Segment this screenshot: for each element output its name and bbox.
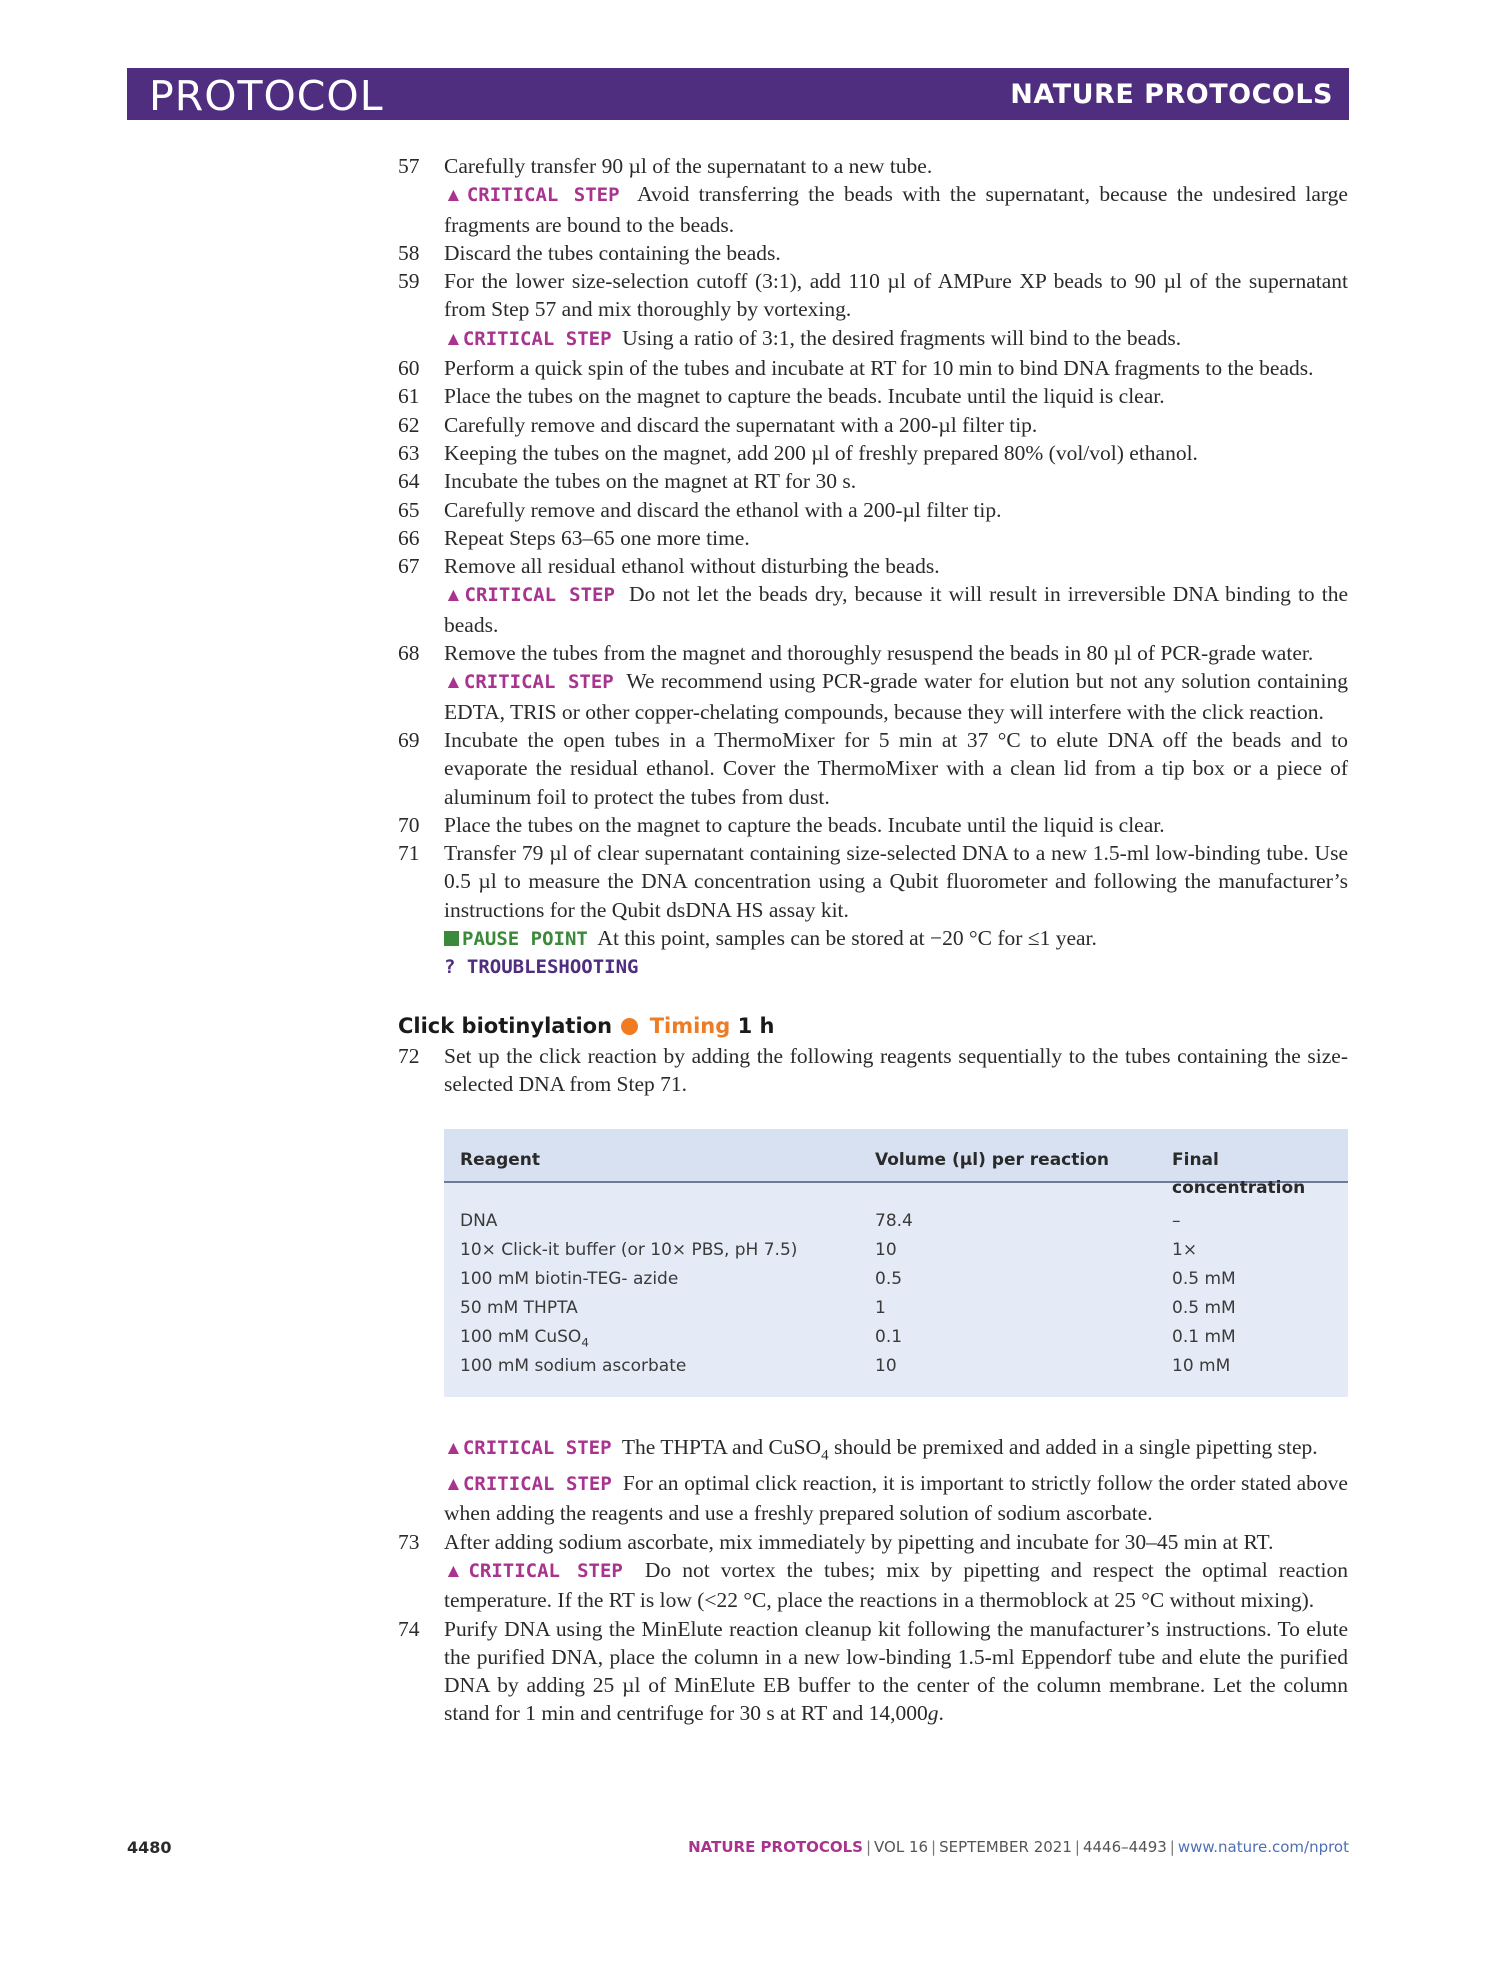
- step-69: [398, 726, 1348, 811]
- step-63: [398, 439, 1348, 467]
- step-number: 64: [398, 469, 420, 494]
- footer-citation: NATURE PROTOCOLS | VOL 16 | SEPTEMBER 2021 | 4446–4493 | www.nature.com/nprot: [688, 1838, 1349, 1856]
- timing-dot-icon: [621, 1018, 638, 1035]
- step-70: [398, 811, 1348, 839]
- warning-triangle-icon: ▲: [444, 1474, 463, 1496]
- step-68: [398, 639, 1348, 726]
- step-number: 63: [398, 440, 420, 465]
- table-row: 100 mM CuSO$_4$ 0.1 0.1 mM: [460, 1326, 1236, 1349]
- step-text: Incubate the tubes on the magnet at RT for 30 s.: [444, 469, 857, 494]
- step-number: 57: [398, 154, 420, 178]
- step-66: [398, 524, 1348, 552]
- journal-name: NATURE PROTOCOLS: [1010, 79, 1333, 110]
- step-60: [398, 354, 1348, 382]
- table-header: Reagent Volume (µl) per reaction Final concentration: [444, 1129, 1348, 1183]
- step-73: 73 After adding sodium ascorbate, mix immediately by pipetting and incubate for 30–45 min at RT. ▲CRITICAL STEP Do not vortex the tubes; mix by pipetting and respect the optimal reaction temperature. If the RT is low (<22 °C, place the reactions in a thermoblock at 25 °C without mixing).: [398, 1529, 1348, 1613]
- step-text: Discard the tubes containing the beads.: [444, 240, 781, 265]
- step-number: 68: [398, 641, 420, 666]
- step-74: 74 Purify DNA using the MinElute reaction cleanup kit following the manufacturer’s instructions. To elute the purified DNA, place the column in a new low-binding 1.5-ml Eppendorf tube and elute the purified DNA by adding 25 µl of MinElute EB buffer to the center of the column membrane. Let the column stand for 1 min and centrifuge for 30 s at RT and 14,000g.: [398, 1616, 1348, 1726]
- step-text: Carefully remove and discard the supernatant with a 200-µl filter tip.: [444, 412, 1038, 437]
- after-table-notes: ▲CRITICAL STEP The THPTA and CuSO$_4$ should be premixed and added in a single pipetting step. ▲CRITICAL STEP For an optimal click reaction, it is important to strictly follow the order stated above when adding the reagents and use a freshly prepared solution of sodium ascorbate.: [444, 1434, 1348, 1526]
- warning-triangle-icon: ▲: [444, 672, 464, 694]
- step-65: [398, 496, 1348, 524]
- table-row: 100 mM sodium ascorbate 10 10 mM: [460, 1355, 1231, 1376]
- step-number: 59: [398, 269, 420, 294]
- warning-triangle-icon: ▲: [444, 328, 463, 350]
- critical-step-note: ▲CRITICAL STEP Avoid transferring the beads with the supernatant, because the undesired large fragments are bound to the beads.: [444, 182, 1348, 237]
- warning-triangle-icon: ▲: [444, 1560, 469, 1582]
- step-number: 65: [398, 497, 420, 522]
- step-text: Incubate the open tubes in a ThermoMixer for 5 min at 37 °C to elute DNA off the beads and to evaporate the residual ethanol. Cover the ThermoMixer with a clean lid from a tip box or a piece of aluminum foil to protect the tubes from dust.: [444, 727, 1348, 809]
- page-number: 4480: [127, 1838, 172, 1857]
- pause-square-icon: [444, 931, 459, 946]
- warning-triangle-icon: ▲: [444, 185, 467, 207]
- table-row: 50 mM THPTA 1 0.5 mM: [460, 1297, 1236, 1318]
- steps-list: [398, 152, 1348, 924]
- section-label: PROTOCOL: [149, 72, 384, 120]
- step-64: [398, 467, 1348, 495]
- table-row: DNA 78.4 –: [460, 1210, 1181, 1231]
- step-number: 58: [398, 240, 420, 265]
- step-number: 60: [398, 356, 420, 381]
- step-number: 70: [398, 812, 420, 837]
- step-59: [398, 267, 1348, 354]
- critical-step-note: ▲CRITICAL STEP Using a ratio of 3:1, the desired fragments will bind to the beads.: [444, 325, 1182, 350]
- step-text: Transfer 79 µl of clear supernatant containing size-selected DNA to a new 1.5-ml low-binding tube. Use 0.5 µl to measure the DNA concentration using a Qubit fluorometer and following the manufacturer’s instructions for the Qubit dsDNA HS assay kit.: [444, 841, 1348, 922]
- step-text: For the lower size-selection cutoff (3:1), add 110 µl of AMPure XP beads to 90 µl of the supernatant from Step 57 and mix thoroughly by vortexing.: [444, 269, 1348, 322]
- table-row: 100 mM biotin-TEG- azide 0.5 0.5 mM: [460, 1268, 1236, 1289]
- step-number: 62: [398, 412, 420, 437]
- step-57: [398, 152, 1348, 239]
- journal-url-link[interactable]: www.nature.com/nprot: [1177, 1838, 1349, 1856]
- step-text: Carefully remove and discard the ethanol with a 200-µl filter tip.: [444, 497, 1002, 522]
- pause-point: PAUSE POINT At this point, samples can be stored at −20 °C for ≤1 year. ? TROUBLESHOOTING: [398, 924, 1348, 982]
- warning-triangle-icon: ▲: [444, 585, 465, 607]
- step-text: Remove the tubes from the magnet and thoroughly resuspend the beads in 80 µl of PCR-grade water.: [444, 641, 1314, 666]
- main-content: [398, 152, 1348, 1728]
- critical-step-note: ▲CRITICAL STEP We recommend using PCR-grade water for elution but not any solution containing EDTA, TRIS or other copper-chelating compounds, because they will interfere with the click reaction.: [444, 669, 1348, 724]
- step-58: [398, 239, 1348, 267]
- step-text: Carefully transfer 90 µl of the supernatant to a new tube.: [444, 154, 933, 178]
- step-61: [398, 382, 1348, 410]
- critical-step-note: ▲CRITICAL STEP Do not let the beads dry, because it will result in irreversible DNA binding to the beads.: [444, 582, 1349, 637]
- step-67: [398, 552, 1348, 639]
- step-text: Repeat Steps 63–65 one more time.: [444, 525, 750, 550]
- step-number: 61: [398, 384, 420, 409]
- step-number: 66: [398, 525, 420, 550]
- step-text: Keeping the tubes on the magnet, add 200 µl of freshly prepared 80% (vol/vol) ethanol.: [444, 440, 1198, 465]
- step-text: Place the tubes on the magnet to capture the beads. Incubate until the liquid is clear.: [444, 384, 1165, 409]
- step-text: Perform a quick spin of the tubes and incubate at RT for 10 min to bind DNA fragments to the beads.: [444, 356, 1314, 381]
- section-heading: Click biotinylation Timing 1 h: [398, 1013, 775, 1038]
- step-text: Place the tubes on the magnet to capture the beads. Incubate until the liquid is clear.: [444, 812, 1165, 837]
- table-row: 10× Click-it buffer (or 10× PBS, pH 7.5) 10 1×: [460, 1239, 1198, 1260]
- step-72: 72 Set up the click reaction by adding the following reagents sequentially to the tubes containing the size-selected DNA from Step 71.: [398, 1043, 1348, 1097]
- reagent-table: [444, 1129, 1348, 1397]
- troubleshooting-link[interactable]: ? TROUBLESHOOTING: [444, 956, 639, 979]
- step-62: [398, 411, 1348, 439]
- header-bar: [127, 68, 1349, 120]
- step-71: [398, 839, 1348, 924]
- step-number: 69: [398, 727, 420, 752]
- step-text: Remove all residual ethanol without disturbing the beads.: [444, 554, 940, 579]
- step-number: 71: [398, 841, 420, 866]
- warning-triangle-icon: ▲: [444, 1437, 463, 1459]
- step-number: 67: [398, 554, 420, 579]
